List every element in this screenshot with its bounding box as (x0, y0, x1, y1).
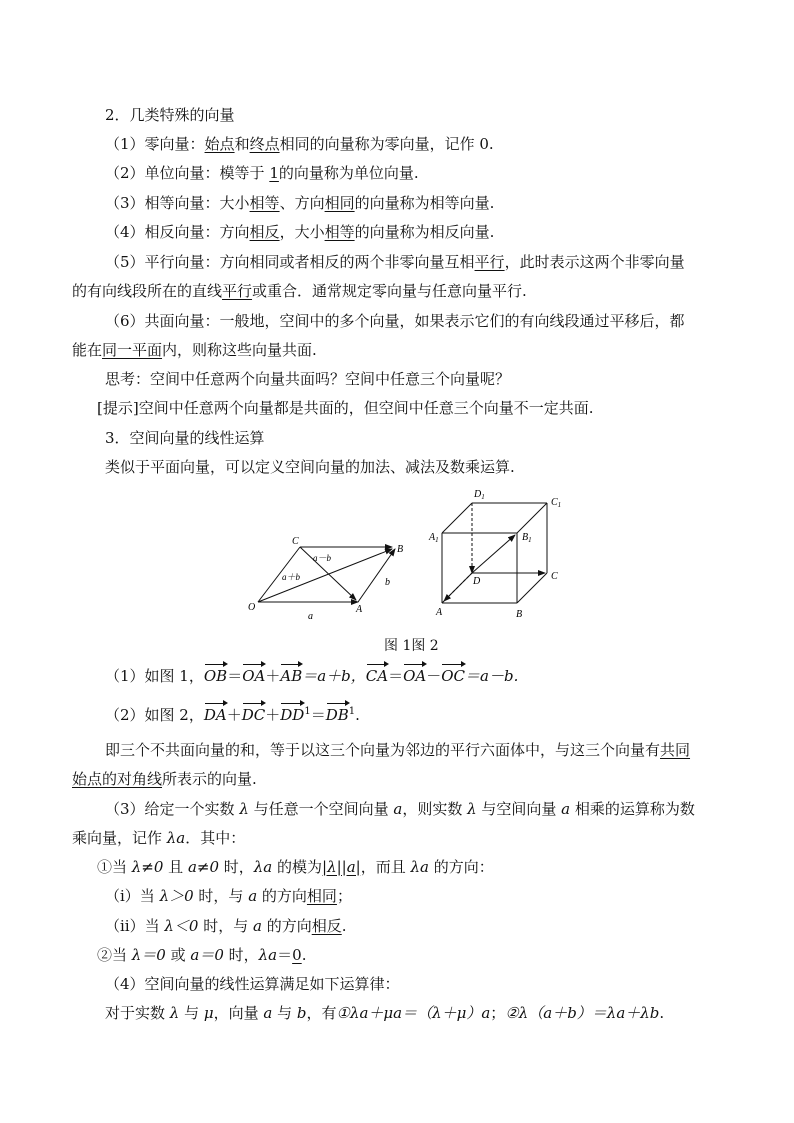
law-line: 对于实数 λ 与 μ，向量 a 与 b，有①λa＋μa＝（λ＋μ）a；②λ（a＋b）＝λa＋λb. (105, 1004, 665, 1022)
label-c: C (292, 536, 299, 547)
sum-line-2: 始点的对角线所表示的向量. (72, 770, 257, 788)
edge-b1c1 (517, 503, 547, 533)
equal-vector-line: （3）相等向量：大小相等、方向相同的向量称为相等向量. (105, 194, 495, 212)
parallel-vector-line-1: （5）平行向量：方向相同或者相反的两个非零向量互相平行，此时表示这两个非零向量 (105, 253, 685, 271)
coplanar-vector-line-1: （6）共面向量：一般地，空间中的多个向量，如果表示它们的有向线段通过平移后，都 (105, 312, 685, 330)
label-b1: $B_1$ (522, 532, 532, 544)
label-b: B (516, 609, 523, 620)
equation-2: （2）如图 2，$DA+DC+DD^1=DB^1$. (105, 706, 360, 724)
vector-db1 (472, 535, 515, 573)
label-o: O (248, 602, 256, 613)
zero-vector-line: （1）零向量：始点和终点相同的向量称为零向量，记作 0. (105, 135, 494, 153)
opposite-vector-line: （4）相反向量：方向相反，大小相等的向量称为相反向量. (105, 223, 495, 241)
label-d: D (473, 576, 481, 587)
label-a-plus-b: a＋b (282, 572, 301, 582)
section-3-title: 3．空间向量的线性运算 (105, 429, 265, 447)
label-a1: $A_1$ (429, 532, 439, 544)
label-c1: $C_1$ (551, 497, 562, 509)
equation-1: （1）如图 1，OB＝OA＋AB＝a＋b，CA＝OA－OC＝a－b. (105, 667, 519, 685)
sum-line-1: 即三个不共面向量的和，等于以这三个向量为邻边的平行六面体中，与这三个向量有共同 (105, 741, 691, 759)
case-1-negative: （ⅱ）当 λ＜0 时，与 a 的方向相反. (105, 917, 347, 935)
scalar-line-1: （3）给定一个实数 λ 与任意一个空间向量 a，则实数 λ 与空间向量 a 相乘的运算称为数 (105, 800, 695, 818)
label-b-edge: b (385, 577, 390, 588)
coplanar-vector-line-2: 能在同一平面内，则称这些向量共面. (72, 341, 317, 359)
edge-bc (517, 573, 547, 603)
case-2: ②当 λ＝0 或 a＝0 时，λa＝0. (97, 946, 307, 964)
figure-2-cube (425, 485, 575, 625)
case-1: ①当 λ≠0 且 a≠0 时，λa 的模为|λ||a|，而且 λa 的方向： (97, 858, 494, 876)
law-title: （4）空间向量的线性运算满足如下运算律： (105, 975, 400, 993)
label-b: B (397, 544, 404, 555)
edge-a1d1 (442, 503, 472, 533)
figure-caption: 图 1图 2 (384, 638, 439, 654)
parallel-vector-line-2: 的有向线段所在的直线平行或重合．通常规定零向量与任意向量平行. (72, 282, 527, 300)
hint-answer: [提示]空间中任意两个向量都是共面的，但空间中任意三个向量不一定共面. (97, 399, 594, 417)
unit-vector-line: （2）单位向量：模等于 1的向量称为单位向量. (105, 164, 419, 182)
figure-1-parallelogram (240, 530, 420, 630)
label-c: C (551, 571, 558, 582)
label-a-minus-b: a－b (313, 553, 332, 563)
vector-b (358, 549, 395, 602)
vector-da (444, 573, 472, 601)
scalar-line-2: 乘向量，记作 λa．其中： (72, 829, 246, 847)
section-2-title: 2．几类特殊的向量 (105, 106, 235, 124)
label-a: A (436, 607, 443, 618)
think-question: 思考：空间中任意两个向量共面吗？空间中任意三个向量呢？ (105, 370, 511, 388)
label-a: A (356, 604, 363, 615)
label-a-edge: a (308, 611, 313, 622)
section-3-intro: 类似于平面向量，可以定义空间向量的加法、减法及数乘运算. (105, 458, 515, 476)
label-d1: $D_1$ (474, 489, 485, 501)
case-1-positive: （ⅰ）当 λ＞0 时，与 a 的方向相同； (105, 887, 352, 905)
